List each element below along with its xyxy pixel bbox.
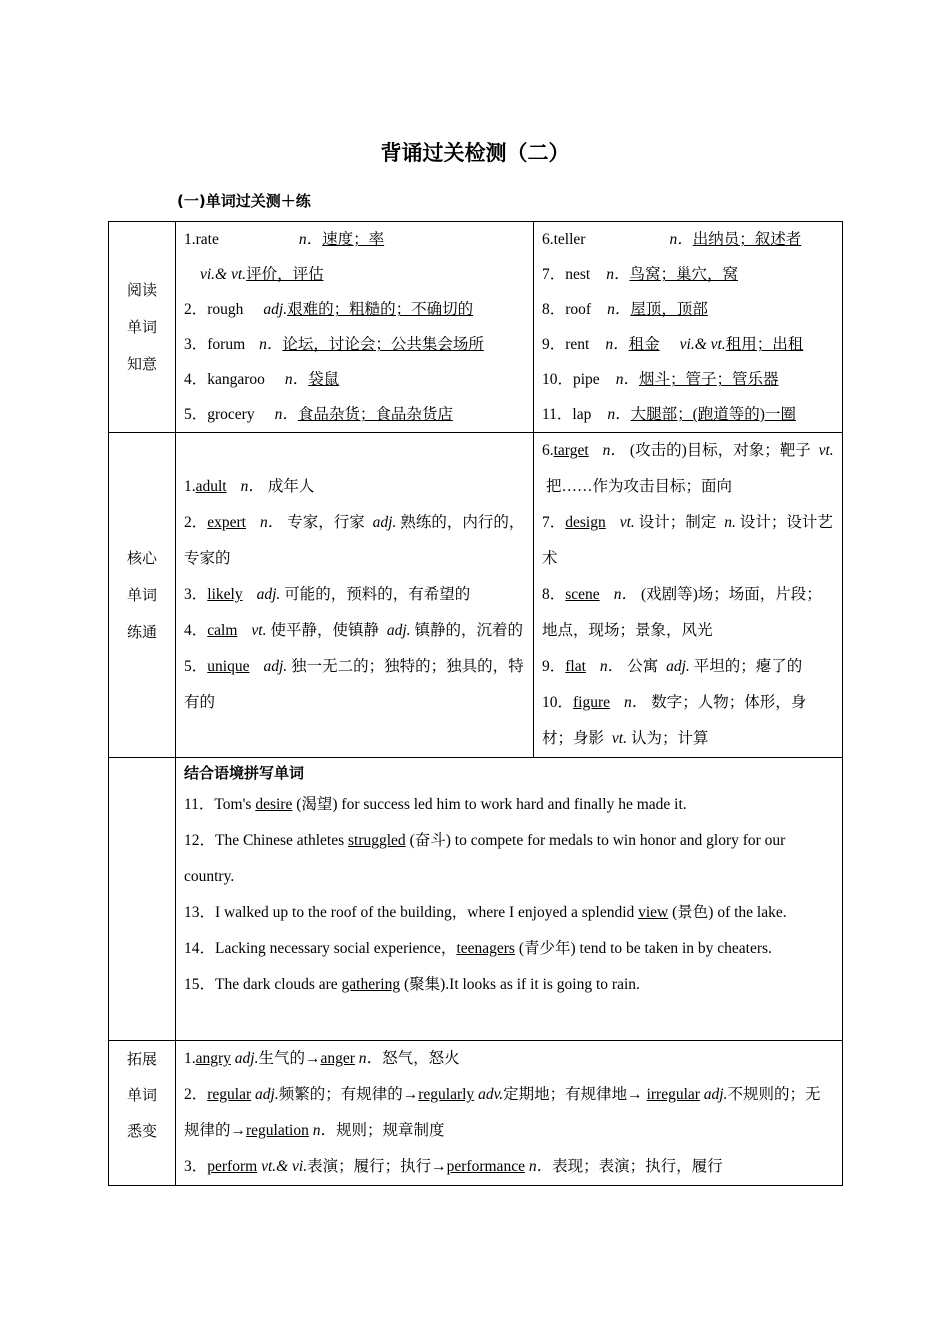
part-of-speech: vi.& vt. (679, 336, 726, 353)
item-number: 5． (184, 658, 208, 675)
vocab-item (542, 257, 834, 292)
part-of-speech: n． (358, 1050, 383, 1067)
definition: 怒气，怒火 (382, 1050, 460, 1067)
vocab-meaning: 大腿部；(跑道等的)一圈 (630, 406, 796, 423)
definition: 3． (184, 1158, 208, 1175)
definition: 专家，行家 (287, 514, 369, 531)
context-row (109, 758, 843, 1041)
reading-left-cell (176, 222, 534, 433)
core-right-list (534, 433, 842, 757)
part-of-speech: vi.& vt. (200, 266, 247, 283)
part-of-speech: vt. (818, 442, 834, 459)
core-item (184, 649, 525, 721)
core-word: scene (565, 586, 600, 603)
definition: 数字；人物；体形，身材；身影 (542, 694, 807, 747)
item-number: 10． (542, 694, 574, 711)
vocab-meaning: 租用；出租 (725, 336, 804, 353)
vocab-item (184, 222, 525, 257)
answer-word: view (638, 904, 669, 921)
vocab-table (108, 221, 843, 1186)
context-cell (176, 758, 843, 1041)
part-of-speech: adj. (703, 1086, 728, 1103)
vocab-meaning: 艰难的；粗糙的；不确切的 (287, 301, 474, 318)
core-left-list (176, 469, 533, 721)
answer-word: struggled (348, 832, 406, 849)
core-item (542, 685, 834, 757)
expand-row (109, 1041, 843, 1186)
derived-word: performance (446, 1158, 525, 1175)
item-number: 9． (542, 658, 566, 675)
item-number: 4． (184, 622, 208, 639)
core-word: adult (195, 478, 227, 495)
vocab-item (184, 257, 525, 292)
core-item (542, 433, 834, 505)
expand-label (109, 1041, 176, 1186)
label-line: 核心 (126, 548, 157, 567)
label-line: 拓展 (126, 1050, 157, 1068)
context-sentence (184, 823, 834, 895)
core-word: calm (207, 622, 238, 639)
part-of-speech: n． (528, 1158, 553, 1175)
definition: 1. (184, 1050, 196, 1067)
part-of-speech: n． (607, 301, 631, 318)
sentence-text: 13．I walked up to the roof of the building，where I enjoyed a splendid (184, 904, 639, 921)
vocab-meaning: 租金 (628, 336, 660, 353)
definition: 认为；计算 (630, 730, 709, 747)
definition: 成年人 (267, 478, 315, 495)
definition: 镇静的，沉着的 (414, 622, 524, 639)
definition: 熟练的，内行的，专家的 (184, 514, 525, 567)
definition: 设计；制定 (638, 514, 721, 531)
part-of-speech: n． (312, 1122, 336, 1139)
vocab-item (542, 292, 834, 327)
definition: 频繁的；有规律的→ (278, 1086, 419, 1103)
part-of-speech: n． (260, 514, 284, 531)
vocab-meaning: 评价，评估 (246, 266, 324, 283)
derived-word: irregular (646, 1086, 700, 1103)
item-number: 2． (184, 514, 208, 531)
core-label (109, 433, 176, 758)
sentence-text: 15．The dark clouds are (184, 976, 342, 993)
vocab-meaning: 食品杂货；食品杂货店 (297, 406, 453, 423)
context-sentence (184, 895, 834, 931)
part-of-speech: n． (605, 336, 629, 353)
sentence-text: (青少年) tend to be taken in by cheaters. (514, 940, 772, 957)
core-left-cell (176, 433, 534, 758)
part-of-speech: n． (274, 406, 298, 423)
reading-right-list (534, 222, 842, 432)
vocab-meaning: 论坛，讨论会；公共集会场所 (282, 336, 484, 353)
vocab-word: 2．rough (184, 301, 244, 318)
derived-word: angry (195, 1050, 231, 1067)
answer-word: desire (255, 796, 293, 813)
context-label (109, 758, 176, 1041)
expand-list (176, 1041, 842, 1185)
vocab-item (184, 362, 525, 397)
part-of-speech: n． (602, 442, 626, 459)
part-of-speech: adj. (386, 622, 411, 639)
item-number: 1. (184, 478, 196, 495)
vocab-meaning: 袋鼠 (308, 371, 340, 388)
definition: (攻击的)目标，对象；靶子 (629, 442, 815, 459)
derived-word: perform (207, 1158, 258, 1175)
core-item (184, 613, 525, 649)
part-of-speech: n． (613, 586, 637, 603)
vocab-word: 1.rate (184, 231, 219, 248)
part-of-speech: vt. (611, 730, 627, 747)
sentence-text: 11．Tom's (184, 796, 256, 813)
definition: 表现；表演；执行，履行 (552, 1158, 723, 1175)
core-word: design (565, 514, 606, 531)
definition: 平坦的；瘪了的 (693, 658, 803, 675)
definition: 可能的，预料的，有希望的 (284, 586, 471, 603)
expand-item (184, 1149, 834, 1185)
label-line: 阅读 (126, 280, 157, 299)
part-of-speech: n． (259, 336, 283, 353)
part-of-speech: vt. (251, 622, 267, 639)
part-of-speech: adj. (234, 1050, 259, 1067)
core-item (184, 469, 525, 505)
label-line: 单词 (126, 317, 157, 336)
definition: (戏剧等)场；场面，片段；地点，现场；景象，风光 (542, 586, 822, 639)
definition: 把……作为攻击目标；面向 (546, 478, 733, 495)
part-of-speech: n． (240, 478, 264, 495)
core-word: flat (565, 658, 586, 675)
definition: 公寓 (627, 658, 663, 675)
part-of-speech: vt. (619, 514, 635, 531)
core-word: likely (207, 586, 243, 603)
core-row (109, 433, 843, 758)
vocab-word: 4．kangaroo (184, 371, 265, 388)
vocab-word: 7．nest (542, 266, 591, 283)
part-of-speech: n． (606, 266, 630, 283)
label-line: 单词 (126, 585, 157, 604)
vocab-word: 6.teller (542, 231, 586, 248)
page-title: 背诵过关检测（二） (380, 141, 570, 165)
sentence-text: (景色) of the lake. (668, 904, 787, 921)
core-item (184, 505, 525, 577)
derived-word: anger (320, 1050, 355, 1067)
core-item (542, 649, 834, 685)
item-number: 6. (542, 442, 554, 459)
part-of-speech: adj. (255, 1086, 279, 1103)
context-heading: 结合语境拼写单词 (184, 764, 305, 782)
core-item (184, 577, 525, 613)
definition: 生气的→ (258, 1050, 321, 1067)
part-of-speech: n． (615, 371, 639, 388)
context-list (184, 787, 834, 1003)
reading-right-cell (534, 222, 843, 433)
sentence-text: 12．The Chinese athletes (184, 832, 348, 849)
reading-left-list (176, 222, 533, 432)
part-of-speech: n． (624, 694, 648, 711)
vocab-word: 9．rent (542, 336, 590, 353)
sentence-text: (渴望) for success led him to work hard and finally he made it. (292, 796, 687, 813)
part-of-speech: adj. (256, 586, 281, 603)
part-of-speech: adj. (372, 514, 397, 531)
definition: 表演；履行；执行→ (307, 1158, 447, 1175)
core-item (542, 577, 834, 649)
part-of-speech: n． (298, 231, 323, 248)
derived-word: regulation (246, 1122, 309, 1139)
definition: 定期地；有规律地→ (503, 1086, 647, 1103)
definition: 独一无二的；独特的；独具的，特有的 (184, 658, 524, 711)
derived-word: regularly (418, 1086, 475, 1103)
vocab-item (184, 397, 525, 432)
answer-word: gathering (341, 976, 401, 993)
label-line: 知意 (126, 354, 157, 373)
part-of-speech: adj. (666, 658, 690, 675)
core-word: unique (207, 658, 250, 675)
vocab-item (542, 362, 834, 397)
part-of-speech: n． (607, 406, 631, 423)
derived-word: regular (207, 1086, 252, 1103)
reading-label (109, 222, 176, 433)
core-word: figure (573, 694, 611, 711)
vocab-word: 10．pipe (542, 371, 600, 388)
part-of-speech: n． (599, 658, 624, 675)
context-sentence (184, 787, 834, 823)
vocab-word: 3．forum (184, 336, 246, 353)
part-of-speech: vt.& vi. (261, 1158, 308, 1175)
vocab-meaning: 鸟窝；巢穴，窝 (629, 266, 738, 283)
definition: 使平静，使镇静 (270, 622, 383, 639)
sentence-text: 14．Lacking necessary social experience， (184, 940, 457, 957)
part-of-speech: n． (669, 231, 693, 248)
core-word: target (553, 442, 589, 459)
vocab-word: 11．lap (542, 406, 592, 423)
definition: 设计；设计艺术 (542, 514, 833, 567)
vocab-word: 8．roof (542, 301, 592, 318)
label-line: 单词 (126, 1086, 157, 1104)
answer-word: teenagers (456, 940, 515, 957)
definition: 规则；规章制度 (336, 1122, 445, 1139)
item-number: 3． (184, 586, 208, 603)
vocab-item (542, 327, 834, 362)
expand-cell (176, 1041, 843, 1186)
sentence-text: (聚集).It looks as if it is going to rain. (400, 976, 640, 993)
core-word: expert (207, 514, 246, 531)
vocab-item (184, 327, 525, 362)
vocab-item (542, 222, 834, 257)
definition: 2． (184, 1086, 208, 1103)
part-of-speech: adj. (263, 301, 288, 318)
label-line: 练通 (126, 622, 157, 641)
part-of-speech: n． (284, 371, 309, 388)
context-sentence (184, 931, 834, 967)
vocab-meaning: 速度；率 (322, 231, 385, 248)
vocab-meaning: 烟斗；管子；管乐器 (638, 371, 779, 388)
section-title: (一)单词过关测＋练 (177, 192, 311, 210)
definition: 不规则的；无规律的→ (184, 1086, 821, 1139)
vocab-word: 5．grocery (184, 406, 255, 423)
vocab-item (542, 397, 834, 432)
part-of-speech: adv. (478, 1086, 504, 1103)
expand-item (184, 1077, 834, 1149)
core-item (542, 505, 834, 577)
sentence-text: (奋斗) to compete for medals to win honor and glory for our country. (184, 832, 786, 885)
item-number: 8． (542, 586, 566, 603)
expand-item (184, 1041, 834, 1077)
vocab-meaning: 出纳员；叙述者 (692, 231, 802, 248)
part-of-speech: adj. (263, 658, 288, 675)
vocab-item (184, 292, 525, 327)
reading-row (109, 222, 843, 433)
vocab-meaning: 屋顶，顶部 (630, 301, 708, 318)
part-of-speech: n. (724, 514, 736, 531)
item-number: 7． (542, 514, 566, 531)
context-sentence (184, 967, 834, 1003)
label-line: 悉变 (126, 1122, 157, 1140)
core-right-cell (534, 433, 843, 758)
